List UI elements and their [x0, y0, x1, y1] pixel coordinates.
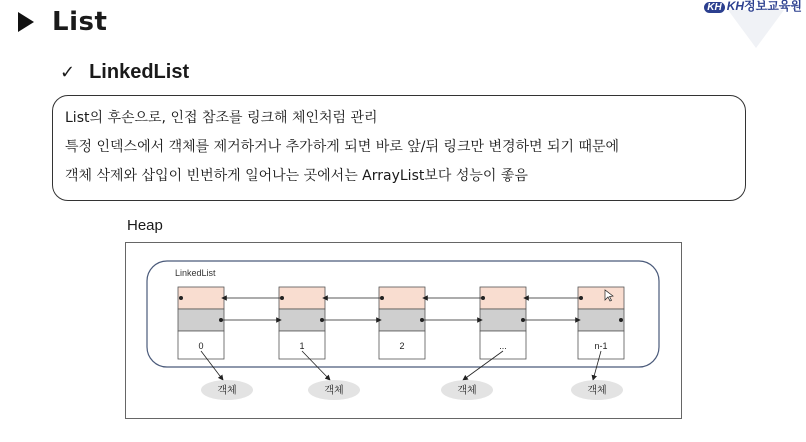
- linkedlist-diagram: [125, 242, 683, 420]
- logo-org: 정보교육원: [744, 0, 802, 13]
- node-index-label: ...: [499, 341, 507, 351]
- heap-label: Heap: [127, 217, 163, 234]
- node-prev-cell: [480, 287, 526, 309]
- node-prev-cell: [379, 287, 425, 309]
- description-line-2: 특정 인덱스에서 객체를 제거하거나 추가하게 되면 바로 앞/뒤 링크만 변경하면 되기 때문에: [65, 139, 620, 155]
- logo-brand: KH: [726, 0, 745, 13]
- page-title-row: [18, 4, 107, 40]
- section-heading: [60, 58, 189, 86]
- node-index-label: 2: [399, 341, 405, 351]
- object-label: 객체: [587, 385, 607, 397]
- checkmark-icon: ✓: [60, 61, 76, 83]
- node-index-label: 1: [299, 341, 305, 351]
- logo-decoration-triangle: [728, 10, 784, 48]
- node-prev-cell: [279, 287, 325, 309]
- object-label: 객체: [324, 385, 344, 397]
- node-next-cell: [480, 309, 526, 331]
- object-label: 객체: [217, 385, 237, 397]
- logo: [692, 0, 802, 48]
- object-label: 객체: [457, 385, 477, 397]
- bullet-arrow-icon: [18, 12, 34, 32]
- logo-text: [704, 0, 802, 14]
- node-index-label: 0: [198, 341, 204, 351]
- next-link-dot: [619, 318, 623, 322]
- prev-link-dot: [179, 296, 183, 300]
- node-next-cell: [279, 309, 325, 331]
- node-prev-cell: [578, 287, 624, 309]
- node-next-cell: [578, 309, 624, 331]
- node-next-cell: [379, 309, 425, 331]
- logo-badge: KH: [704, 2, 724, 13]
- section-title: LinkedList: [89, 60, 190, 83]
- node-index-label: n-1: [594, 341, 608, 351]
- description-line-1: List의 후손으로, 인접 참조를 링크해 체인처럼 관리: [65, 110, 378, 126]
- description-line-3: 객체 삭제와 삽입이 빈번하게 일어나는 곳에서는 ArrayList보다 성능이 좋음: [65, 168, 528, 184]
- description-box: [52, 95, 746, 201]
- page-title: List: [52, 7, 108, 37]
- node-next-cell: [178, 309, 224, 331]
- linkedlist-label: LinkedList: [175, 268, 216, 278]
- node-prev-cell: [178, 287, 224, 309]
